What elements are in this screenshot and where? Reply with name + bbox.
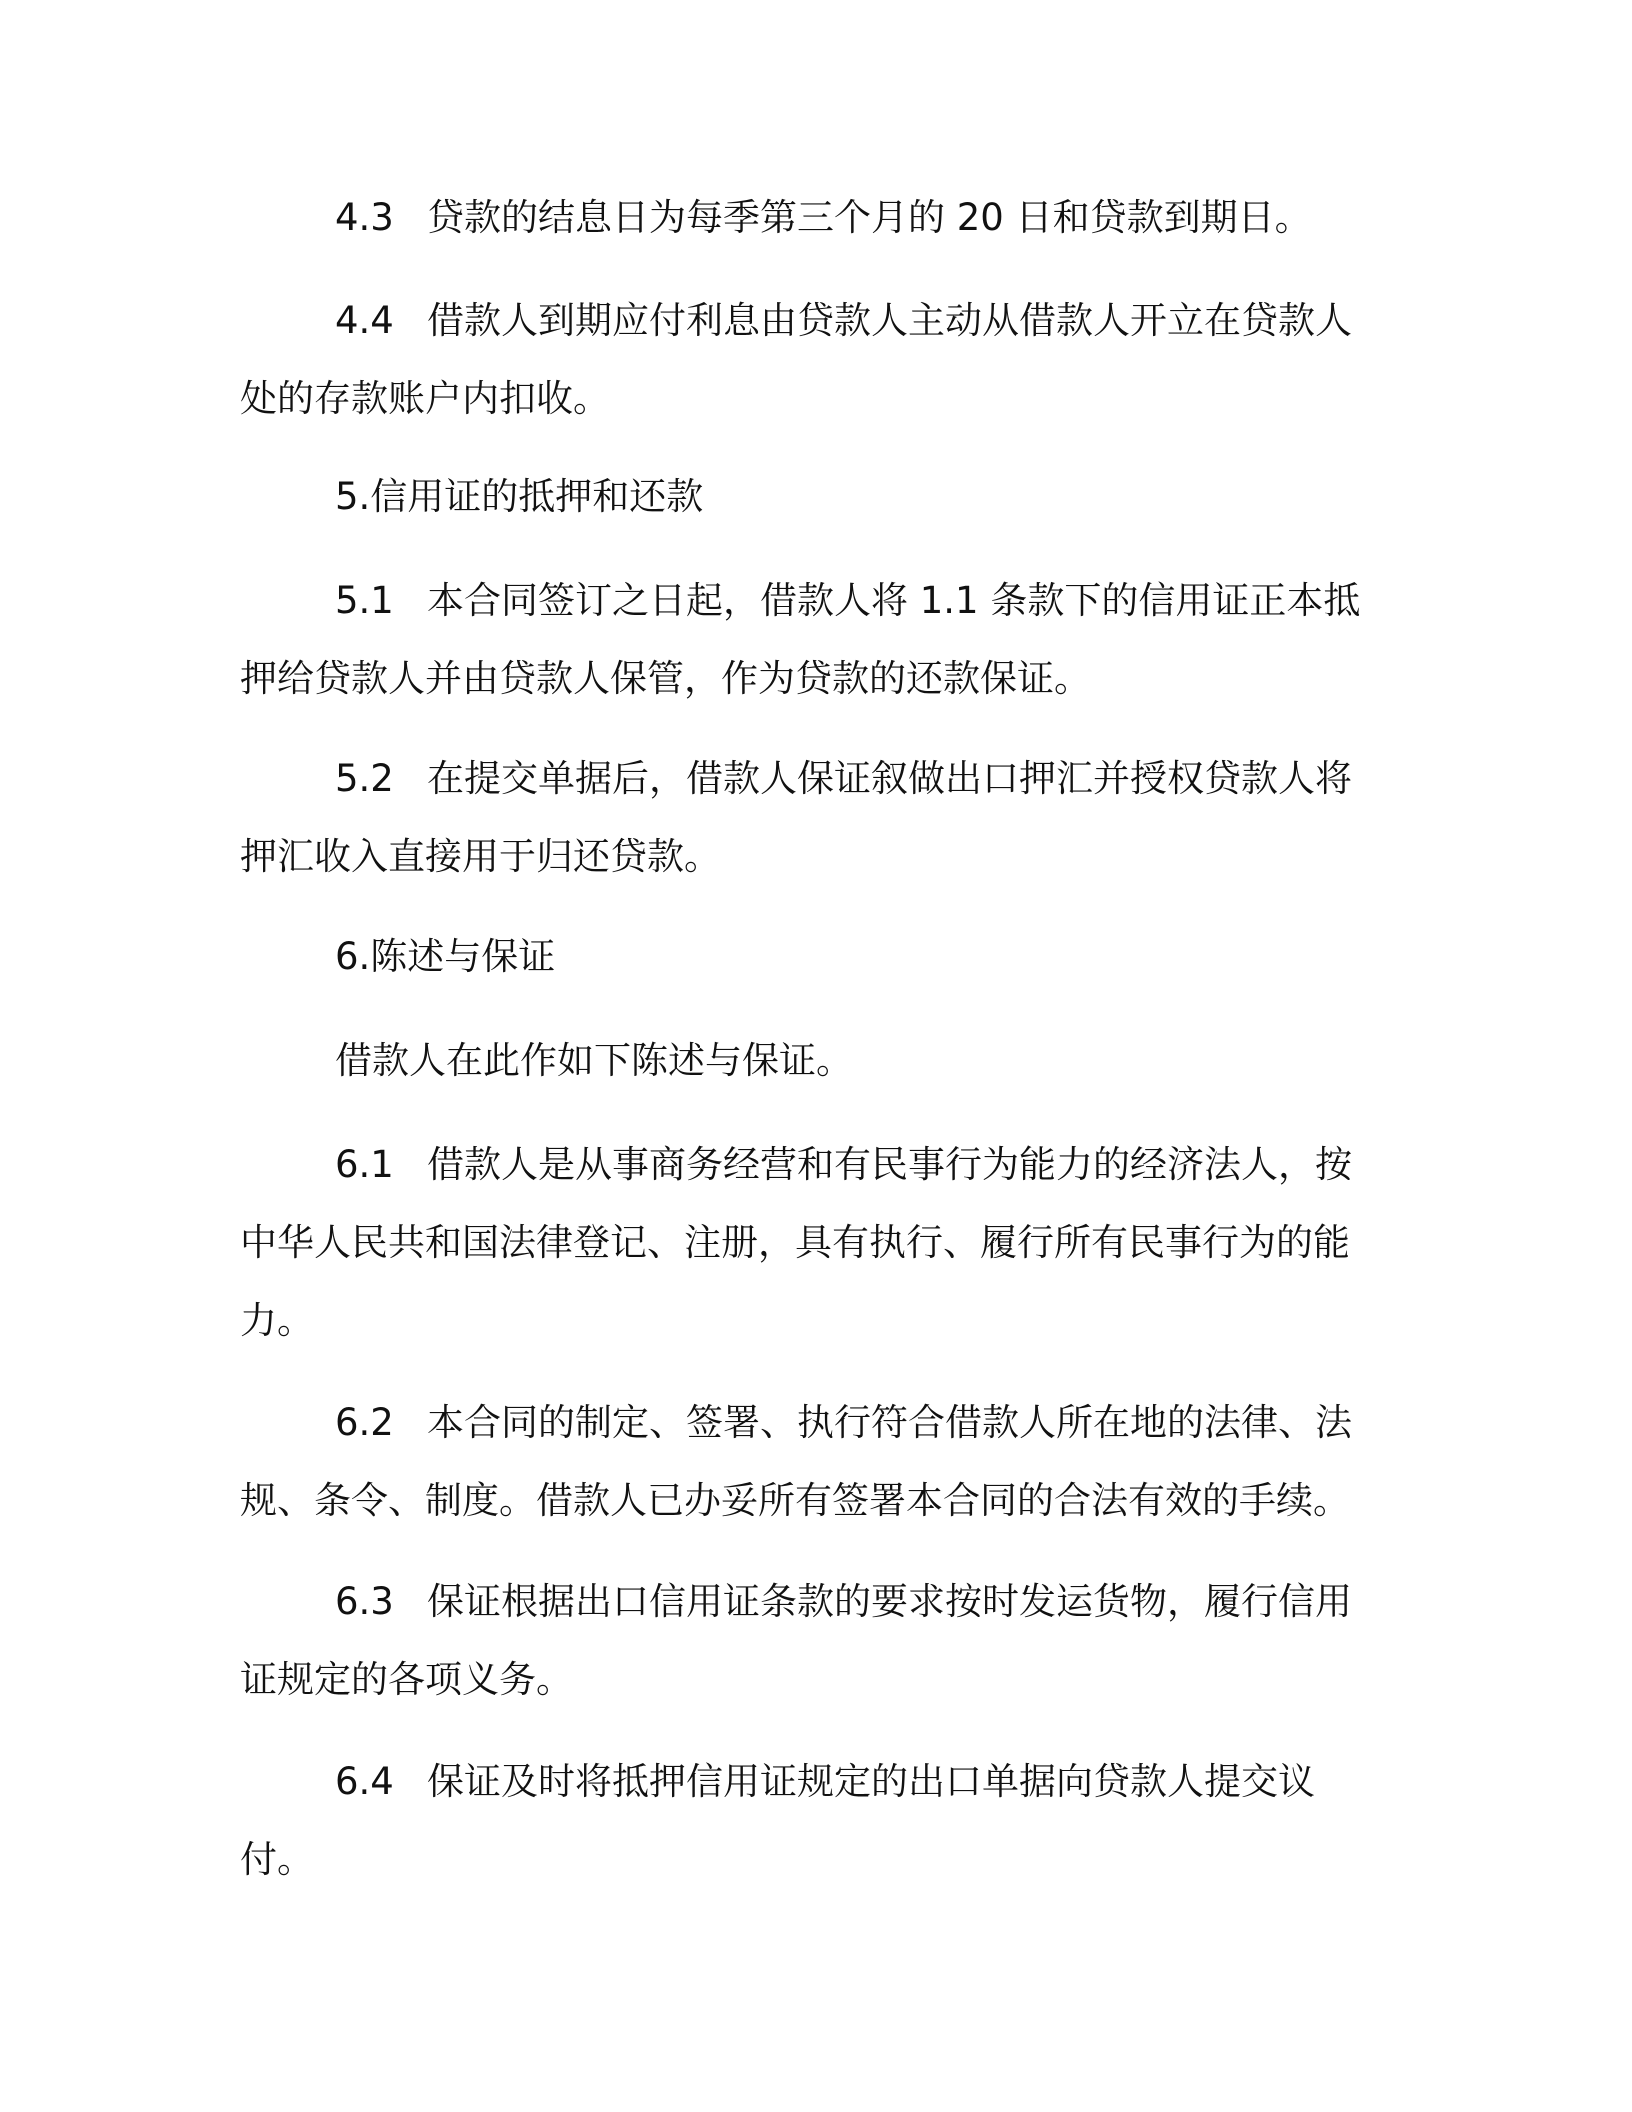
clause-4-3 <box>240 179 1370 257</box>
section-heading-6: 6.陈述与保证 <box>335 935 556 978</box>
clause-number: 4.3 <box>335 196 394 239</box>
clause-text: 保证根据出口信用证条款的要求按时发运货物，履行信用证规定的各项义务。 <box>240 1580 1352 1701</box>
clause-text: 本合同签订之日起，借款人将 1.1 条款下的信用证正本抵押给贷款人并由贷款人保管，作为贷款的还款保证。 <box>240 579 1361 700</box>
clause-4-4 <box>240 282 1370 438</box>
clause-5-2 <box>240 740 1370 896</box>
clause-text: 保证及时将抵押信用证规定的出口单据向贷款人提交议付。 <box>240 1760 1315 1881</box>
clause-number: 6.2 <box>335 1401 394 1444</box>
clause-text: 借款人是从事商务经营和有民事行为能力的经济法人，按中华人民共和国法律登记、注册，具有执行、履行所有民事行为的能力。 <box>240 1143 1352 1342</box>
clause-number: 5.1 <box>335 579 394 622</box>
clause-number: 4.4 <box>335 299 394 342</box>
clause-6-4 <box>240 1743 1370 1899</box>
clause-6-1 <box>240 1126 1370 1360</box>
clause-5-1 <box>240 562 1370 718</box>
intro-statement: 借款人在此作如下陈述与保证。 <box>335 1039 853 1082</box>
section-heading-5: 5.信用证的抵押和还款 <box>335 475 704 518</box>
clause-number: 6.3 <box>335 1580 394 1623</box>
clause-text: 借款人到期应付利息由贷款人主动从借款人开立在贷款人处的存款账户内扣收。 <box>240 299 1352 420</box>
clause-text: 贷款的结息日为每季第三个月的 20 日和贷款到期日。 <box>427 196 1312 239</box>
clause-text: 本合同的制定、签署、执行符合借款人所在地的法律、法规、条令、制度。借款人已办妥所有签署本合同的合法有效的手续。 <box>240 1401 1352 1522</box>
clause-6-2 <box>240 1384 1370 1540</box>
clause-number: 6.1 <box>335 1143 394 1186</box>
clause-number: 6.4 <box>335 1760 394 1803</box>
clause-text: 在提交单据后，借款人保证叙做出口押汇并授权贷款人将押汇收入直接用于归还贷款。 <box>240 757 1352 878</box>
clause-number: 5.2 <box>335 757 394 800</box>
clause-6-3 <box>240 1563 1370 1719</box>
